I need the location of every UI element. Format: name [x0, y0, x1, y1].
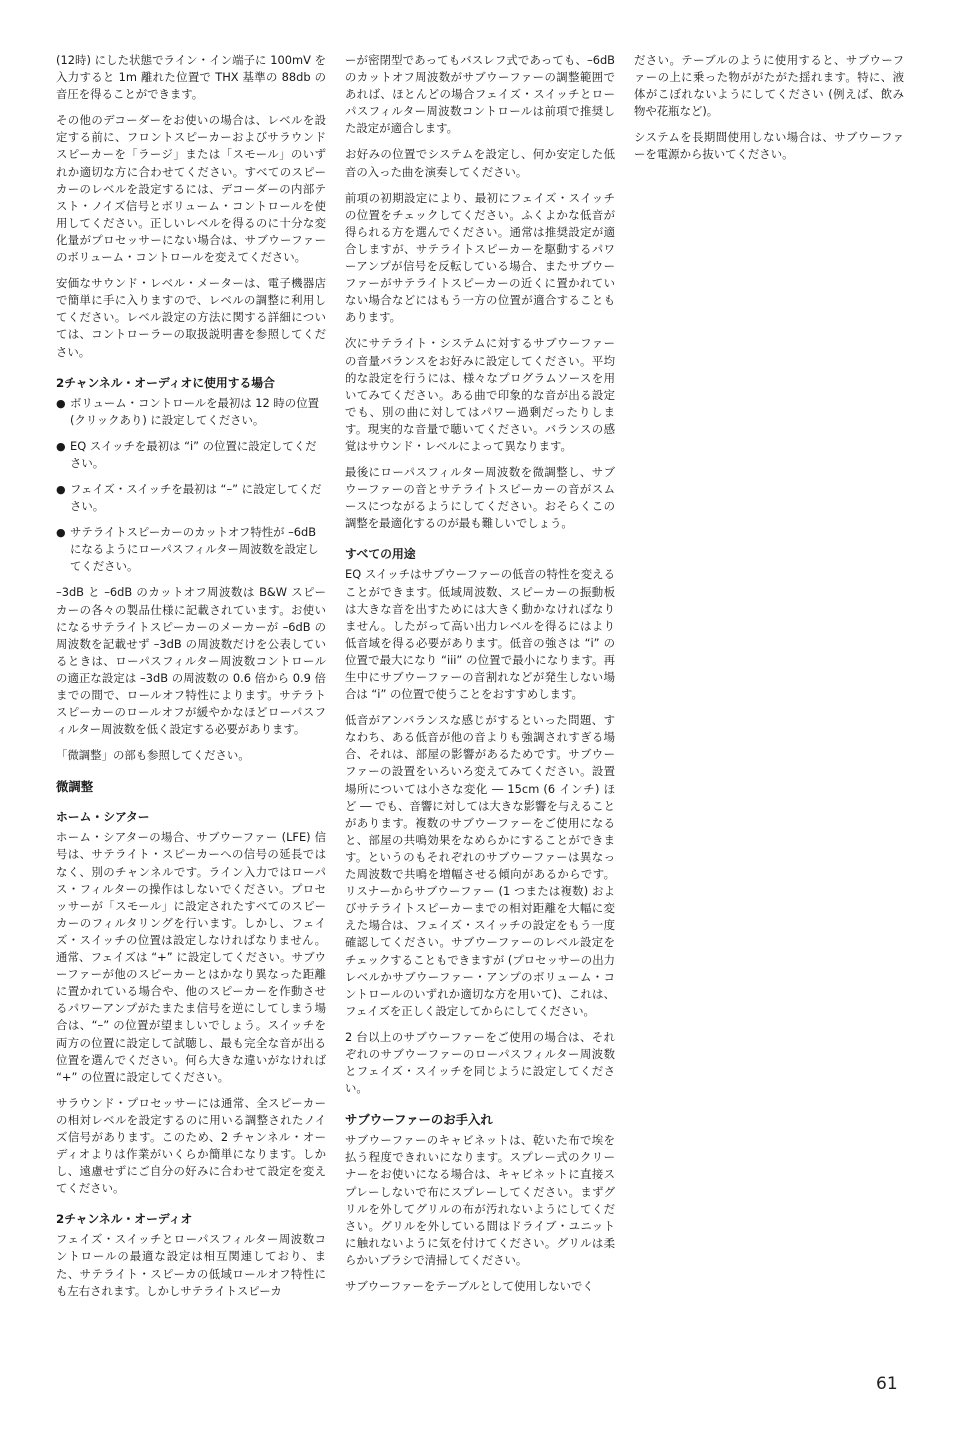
- bullet-icon: ●: [56, 396, 66, 410]
- paragraph: 次にサテライト・システムに対するサブウーファーの音量バランスをお好みに設定してください。平均的な設定を行うには、様々なプログラムソースを用いてみてください。ある曲で印象的な音が出る設定でも、別の曲に対してはパワー過剰だったりします。現実的な音量で聴いてください。バランスの感覚はサウンド・レベルによって異なります。: [345, 336, 615, 453]
- bullet-item: [56, 524, 326, 575]
- paragraph: (12時) にした状態でライン・イン端子に 100mV を入力すると 1m 離れた位置で THX 基準の 88db の音圧を得ることができます。: [56, 53, 326, 102]
- paragraph: 安価なサウンド・レベル・メーターは、電子機器店で簡単に手に入りますので、レベルの調整に利用してください。レベル設定の方法に関する詳細については、コントローラーの取扱説明書を参照してください。: [56, 276, 326, 359]
- bullet-text: フェイズ・スイッチを最初は “–” に設定してください。: [70, 481, 322, 514]
- paragraph: サブウーファーをテーブルとして使用しないでく: [345, 1279, 594, 1293]
- paragraph: ホーム・シアターの場合、サブウーファー (LFE) 信号は、サテライト・スピーカーへの信号の延長ではなく、別のチャンネルです。ライン入力ではローパス・フィルターの操作はしないでください。プロセッサーが「スモール」に設定されたすべてのスピーカーのフィルタリングを行います。しかし、フェイズ・スイッチの位置は設定しなければなりません。通常、フェイズは “+” に設定してください。サブウーファーが他のスピーカーとはかなり異なった距離に置かれている場合や、他のスピーカーを作動させるパワーアンプがたまたま信号を逆にしてしまう場合は、“–” の位置が望ましいでしょう。スイッチを両方の位置に設定して試聴し、最も完全な音が出る位置を選んでください。何ら大きな違いがなければ “+” の位置に設定してください。: [56, 830, 326, 1084]
- paragraph: 低音がアンバランスな感じがするといった問題、すなわち、ある低音が他の音よりも強調されすぎる場合、それは、部屋の影響があるためです。サブウーファーの設置をいろいろ変えてみてください。設置場所については小さな変化 ― 15cm (6 インチ) ほど ― でも、音響に対しては大きな影響を与えることがあります。複数のサブウーファーをご使用になると、部屋の共鳴効果をなめらかにすることができます。というのもそれぞれのサブウーファーは異なった周波数で共鳴を増幅させる傾向があるからです。リスナーからサブウーファー (1 つまたは複数) およびサテライトスピーカーまでの相対距離を大幅に変えた場合は、フェイズ・スイッチの設定をもう一度確認してください。サブウーファーのレベル設定をチェックすることもできますが (プロセッサーの出力レベルかサブウーファー・アンプのボリューム・コントロールのいずれか適切な方を用いて)、これは、フェイズを正しく設定してからにしてください。: [345, 713, 615, 1018]
- paragraph: サラウンド・プロセッサーには通常、全スピーカーの相対レベルを設定するのに用いる調整されたノイズ信号があります。このため、2 チャンネル・オーディオよりは作業がいくらか簡単になります。しかし、遠慮せずにご自分の好みに合わせて設定を変えてください。: [56, 1095, 326, 1196]
- paragraph: その他のデコーダーをお使いの場合は、レベルを設定する前に、フロントスピーカーおよびサラウンドスピーカーを「ラージ」または「スモール」のいずれか適切な方に合わせてください。すべてのスピーカーのレベルを設定するには、デコーダーの内部テスト・ノイズ信号とボリューム・コントロールを使用してください。正しいレベルを得るのに十分な変化量がプロセッサーにない場合は、サブウーファーのボリューム・コントロールを変えてください。: [56, 113, 326, 265]
- bullet-text: ボリューム・コントロールを最初は 12 時の位置 (クリックあり) に設定してください。: [70, 395, 319, 427]
- paragraph: 「微調整」の部も参照してください。: [56, 748, 250, 763]
- paragraph: フェイズ・スイッチとローパスフィルター周波数コントロールの最適な設定は相互関連しており、また、サテライト・スピーカの低域ロールオフ特性にも左右されます。しかしサテライトスピーカ: [56, 1232, 326, 1298]
- page-number: 61: [876, 1374, 898, 1394]
- bullet-item: [56, 481, 326, 515]
- paragraph: 2 台以上のサブウーファーをご使用の場合は、それぞれのサブウーファーのローパスフィルター周波数とフェイズ・スイッチを同じように設定してください。: [345, 1029, 615, 1096]
- paragraph: –3dB と –6dB のカットオフ周波数は B&W スピーカーの各々の製品仕様に記載されています。お使いになるサテライトスピーカーのメーカーが –6dB の周波数を記載せず –3dB の周波数だけを公表しているときは、ローパスフィルター周波数コントロールの適正な設定は –3dB の周波数の 0.6 倍から 0.9 倍までの間で、ロールオフ特性によります。サテラトスピーカーのロールオフが緩やかなほどローパスフィルター周波数を低く設定する必要があります。: [56, 585, 326, 737]
- paragraph: EQ スイッチはサブウーファーの低音の特性を変えることができます。低域周波数、スピーカーの振動板は大きな音を出すためには大きく動かなければなりません。したがって高い出力レベルを得るにはより低音域を得る必要があります。低音の強さは “i” の位置で最大になり “iii” の位置で最小になります。再生中にサブウーファーの音割れなどが発生しない場合は “i” の位置で使うことをおすすめします。: [345, 567, 615, 702]
- section-heading-care: サブウーファーのお手入れ: [345, 1112, 493, 1128]
- bullet-item: [56, 438, 326, 472]
- bullet-text: サテライトスピーカーのカットオフ特性が –6dB になるようにローパスフィルター周波数を設定してください。: [70, 525, 319, 574]
- bullet-icon: ●: [56, 482, 66, 496]
- paragraph: お好みの位置でシステムを設定し、何か安定した低音の入った曲を演奏してください。: [345, 147, 615, 179]
- paragraph: サブウーファーのキャビネットは、乾いた布で埃を払う程度できれいになります。スプレー式のクリーナーをお使いになる場合は、キャビネットに直接スプレーしないで布にスプレーしてください。まずグリルを外してグリルの布が汚れないようにしてください。グリルを外している間はドライブ・ユニットに触れないように気を付けてください。グリルは柔らかいブラシで清掃してください。: [345, 1133, 615, 1267]
- paragraph: ださい。テーブルのように使用すると、サブウーファーの上に乗った物ががたがた揺れます。特に、液体がこぼれないようにしてください (例えば、飲み物や花瓶など)。: [634, 53, 904, 119]
- bullet-item: [56, 395, 326, 429]
- paragraph: 前項の初期設定により、最初にフェイズ・スイッチの位置をチェックしてください。ふくよかな低音が得られる方を選んでください。通常は推奨設定が適合しますが、サテライトスピーカーを駆動するパワーアンプが信号を反転している場合、またサブウーファーがサテライトスピーカーの近くに置かれていない場合などにはもう一方の位置が適合することもあります。: [345, 190, 615, 325]
- column-middle: [345, 52, 615, 1304]
- bullet-icon: ●: [56, 526, 66, 540]
- bullet-text: EQ スイッチを最初は “i” の位置に設定してください。: [70, 438, 317, 470]
- paragraph: システムを長期間使用しない場合は、サブウーファーを電源から抜いてください。: [634, 130, 904, 162]
- paragraph: ーが密閉型であってもバスレフ式であっても、–6dB のカットオフ周波数がサブウーファーの調整範囲であれば、ほとんどの場合フェイズ・スイッチとローパスフィルター周波数コントロールは前項で推奨した設定が適合します。: [345, 53, 615, 136]
- subsection-heading-2ch: 2チャンネル・オーディオ: [56, 1212, 193, 1227]
- bullet-icon: ●: [56, 439, 66, 453]
- section-heading-all-uses: すべての用途: [345, 547, 416, 562]
- section-heading-fine-tuning: 微調整: [56, 779, 94, 795]
- paragraph: 最後にローパスフィルター周波数を微調整し、サブウーファーの音とサテライトスピーカーの音がスムースにつながるようにしてください。おそらくこの調整を最適化するのが最も難しいでしょう。: [345, 465, 615, 531]
- section-heading-2ch-use: 2チャンネル・オーディオに使用する場合: [56, 375, 275, 390]
- column-right: [634, 52, 904, 173]
- column-left: [56, 52, 326, 1309]
- subsection-heading-home-theater: ホーム・シアター: [56, 810, 150, 825]
